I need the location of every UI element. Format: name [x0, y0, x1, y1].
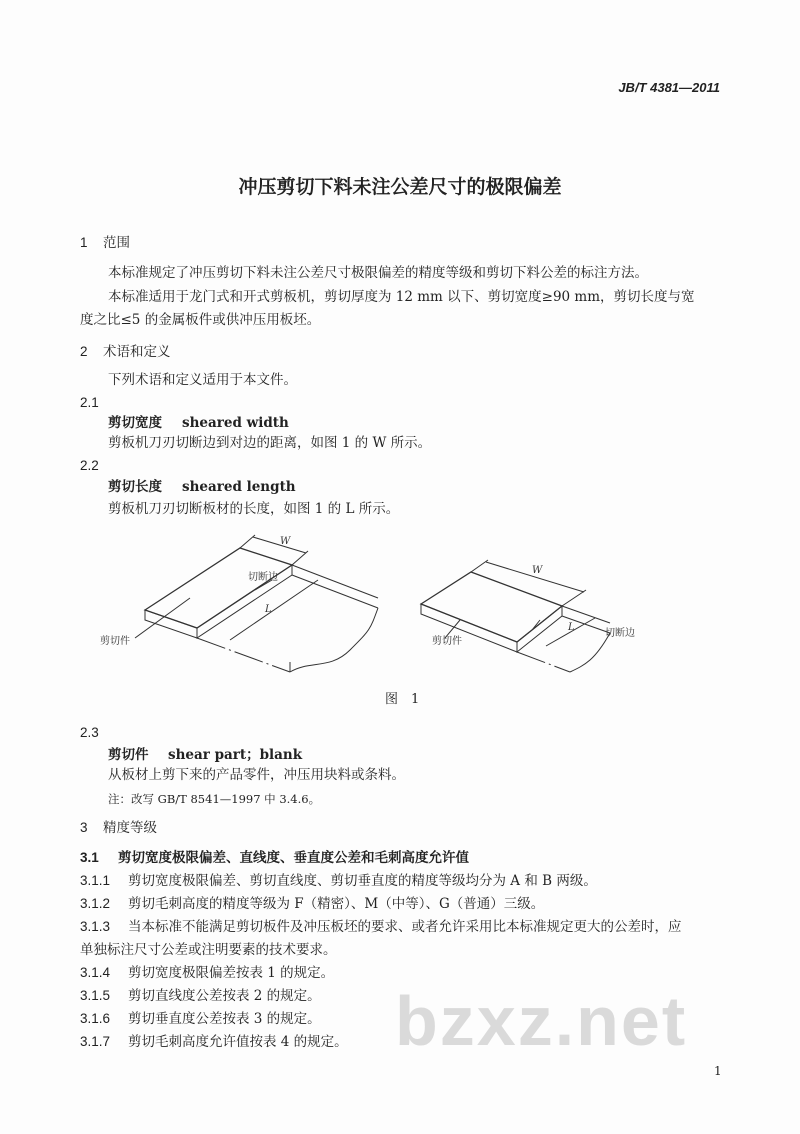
label-L: L	[265, 604, 272, 615]
clause-text: 剪切宽度极限偏差、剪切直线度、剪切垂直度的精度等级均分为 A 和 B 两级。	[128, 873, 597, 889]
clause-text: 剪切垂直度公差按表 3 的规定。	[128, 1011, 321, 1027]
definition: 剪板机刀刃切断边到对边的距离，如图 1 的 W 所示。	[108, 435, 432, 451]
clause-title: 剪切宽度极限偏差、直线度、垂直度公差和毛刺高度允许值	[118, 850, 469, 866]
clause-number: 2.1	[80, 395, 99, 410]
definition: 剪板机刀刃切断板材的长度，如图 1 的 L 所示。	[108, 501, 400, 517]
clause-text: 单独标注尺寸公差或注明要素的技术要求。	[80, 942, 337, 958]
paragraph: 下列术语和定义适用于本文件。	[108, 372, 297, 388]
clause-number: 3.1	[80, 850, 99, 865]
definition: 从板材上剪下来的产品零件，冲压用块料或条料。	[108, 767, 405, 783]
term: 剪切宽度	[108, 415, 162, 431]
clause-number: 3.1.7	[80, 1034, 111, 1049]
term: 剪切件	[108, 747, 149, 763]
clause-text: 当本标准不能满足剪切板件及冲压板坯的要求、或者允许采用比本标准规定更大的公差时，应	[128, 919, 682, 935]
label-W-right: W	[532, 565, 543, 576]
paragraph: 本标准规定了冲压剪切下料未注公差尺寸极限偏差的精度等级和剪切下料公差的标注方法。	[108, 265, 648, 281]
clause-text: 剪切直线度公差按表 2 的规定。	[128, 988, 321, 1004]
figure-1	[100, 520, 700, 710]
label-shear-part-right: 剪切件	[432, 636, 462, 647]
term-en: shear part；blank	[168, 747, 303, 763]
clause-number: 3.1.1	[80, 873, 111, 888]
term-en: sheared length	[182, 479, 296, 495]
note: 注：改写 GB/T 8541—1997 中 3.4.6。	[108, 792, 321, 806]
figure-caption: 图 1	[385, 692, 420, 707]
section-2-title: 术语和定义	[103, 344, 171, 360]
label-W: W	[280, 536, 291, 547]
paragraph: 本标准适用于龙门式和开式剪板机，剪切厚度为 12 mm 以下、剪切宽度≥90 mm，剪切长度与宽	[108, 289, 695, 305]
section-2-num: 2	[80, 344, 88, 359]
clause-number: 3.1.2	[80, 896, 111, 911]
clause-number: 3.1.4	[80, 965, 111, 980]
section-3-title: 精度等级	[103, 820, 157, 836]
clause-number: 2.3	[80, 725, 99, 740]
paragraph: 度之比≤5 的金属板件或供冲压用板坯。	[80, 312, 321, 328]
clause-text: 剪切宽度极限偏差按表 1 的规定。	[128, 965, 335, 981]
watermark: bzxz.net	[395, 982, 688, 1060]
clause-number: 2.2	[80, 458, 99, 473]
figure-right-diagram	[421, 560, 610, 672]
section-3-num: 3	[80, 820, 88, 835]
term-en: sheared width	[182, 415, 289, 431]
page-title: 冲压剪切下料未注公差尺寸的极限偏差	[238, 176, 562, 198]
clause-text: 剪切毛刺高度的精度等级为 F（精密）、M（中等）、G（普通）三级。	[128, 896, 545, 912]
standard-number: JB/T 4381—2011	[618, 80, 720, 95]
section-1-num: 1	[80, 235, 88, 250]
clause-number: 3.1.5	[80, 988, 111, 1003]
clause-number: 3.1.3	[80, 919, 111, 934]
clause-text: 剪切毛刺高度允许值按表 4 的规定。	[128, 1034, 348, 1050]
label-cut-edge-right: 切断边	[605, 628, 635, 639]
label-cut-edge: 切断边	[248, 572, 278, 583]
figure-left-diagram	[135, 535, 378, 672]
label-shear-part: 剪切件	[100, 636, 130, 647]
term: 剪切长度	[108, 479, 162, 495]
page-number: 1	[714, 1064, 722, 1078]
label-L-right: L	[568, 622, 575, 633]
clause-number: 3.1.6	[80, 1011, 111, 1026]
section-1-title: 范围	[103, 235, 130, 251]
